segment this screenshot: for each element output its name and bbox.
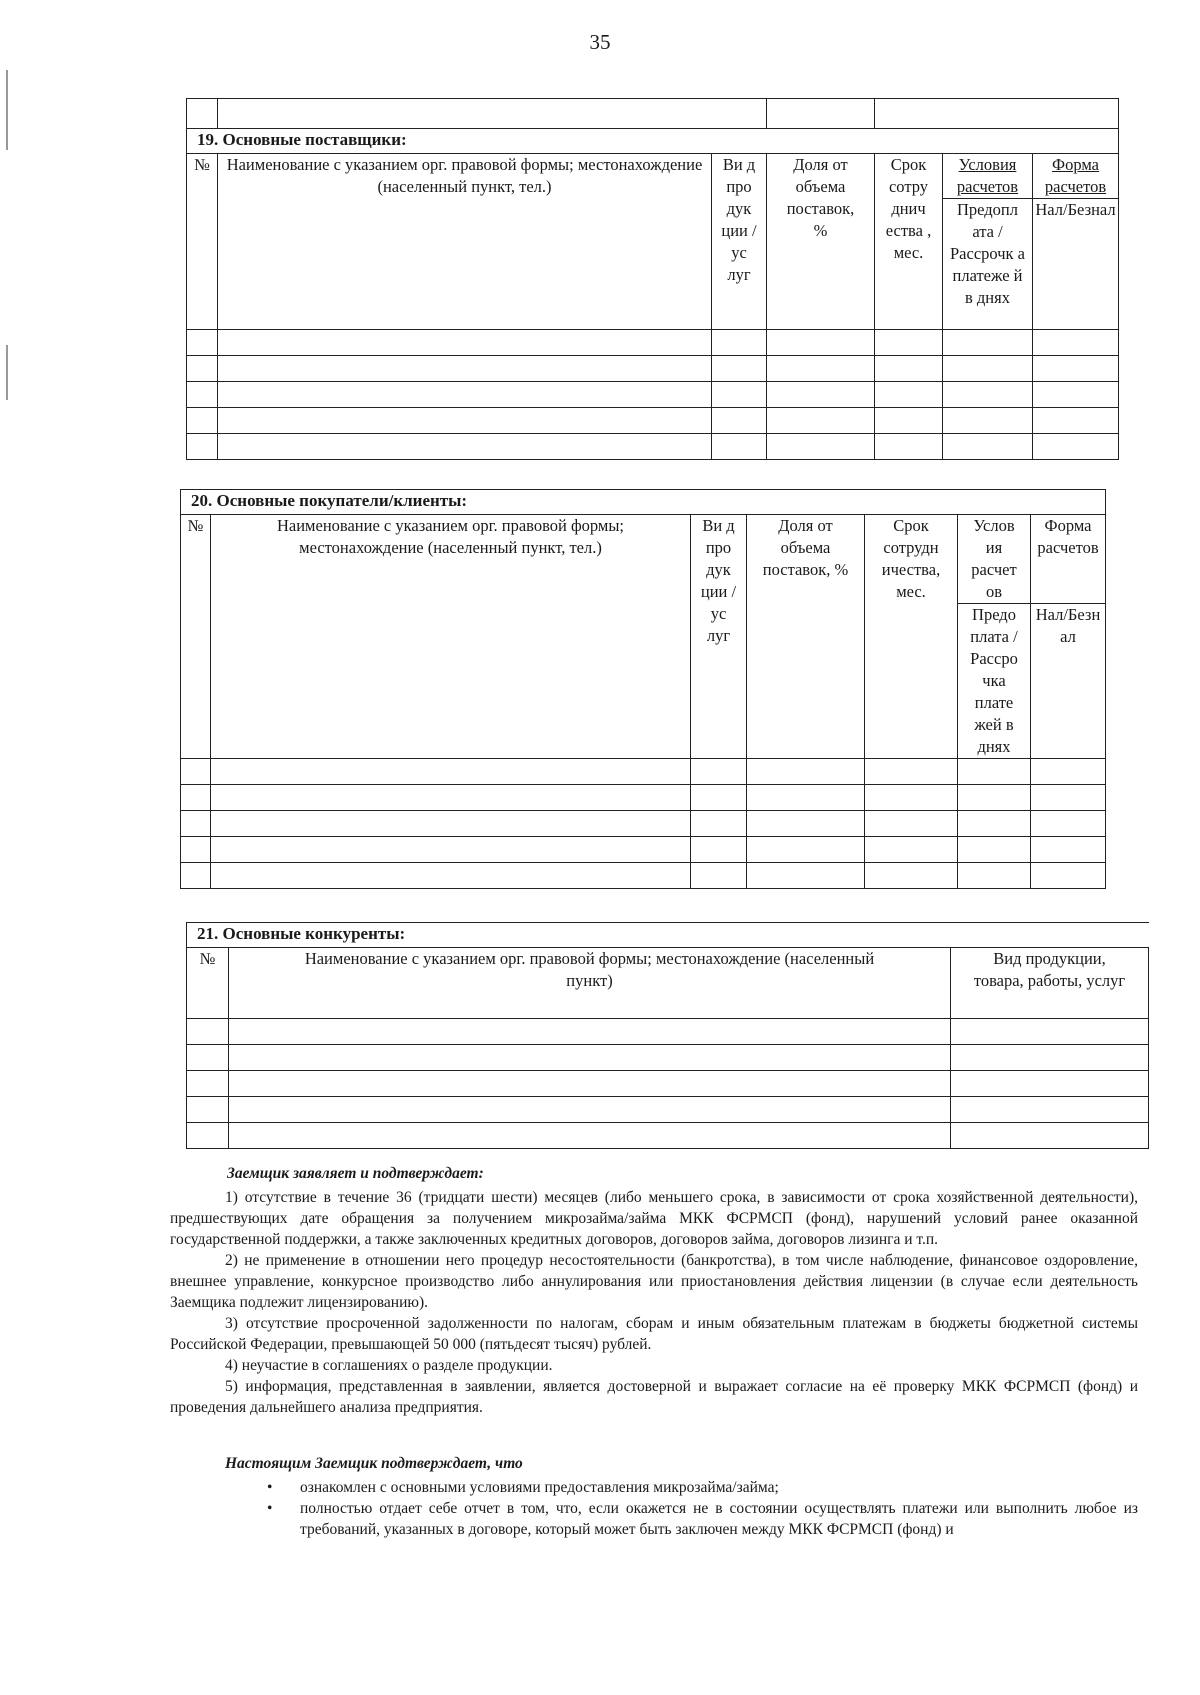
col-form: Форма расчетов bbox=[1033, 154, 1119, 199]
table-row bbox=[187, 382, 1119, 408]
col-prepay: Предопл ата / Рассрочк а платеже й в днях bbox=[943, 199, 1033, 330]
col-product: Вид продукции, товара, работы, услуг bbox=[951, 948, 1149, 1019]
table-row bbox=[187, 408, 1119, 434]
table-row bbox=[181, 863, 1106, 889]
col-number: № bbox=[181, 515, 211, 759]
table-row bbox=[187, 330, 1119, 356]
declaration-item: 2) не применение в отношении него процедур несостоятельности (банкротства), в том числе наблюдение, финансовое оздоровление, внешнее управление, конкурсное производство либо аннулирования или приостановления действия лицензии (в случае если деятельность Заемщика подлежит лицензированию). bbox=[170, 1252, 1138, 1311]
table-row bbox=[187, 434, 1119, 460]
table-row bbox=[181, 759, 1106, 785]
table-row bbox=[187, 356, 1119, 382]
col-conditions: Услов ия расчет ов bbox=[958, 515, 1031, 604]
col-product: Ви д про дук ции /ус луг bbox=[691, 515, 747, 759]
scan-margin-mark bbox=[6, 345, 8, 400]
col-term: Срок сотрудн ичества, мес. bbox=[865, 515, 958, 759]
declaration-item: 1) отсутствие в течение 36 (тридцати шести) месяцев (либо меньшего срока, в зависимости от срока хозяйственной деятельности), предшествующих дате обращения за получением микрозайма/займа МКК ФСРМСП (фонд), нарушений условий ранее оказанной государственной поддержки, а также заключенных кредитных договоров, договоров займа, договоров лизинга и т.п. bbox=[170, 1189, 1138, 1248]
col-name: Наименование с указанием орг. правовой формы; местонахождение (населенный пункт, тел.) bbox=[211, 515, 691, 759]
col-cash: Нал/Безнал bbox=[1033, 199, 1119, 330]
col-share: Доля от объема поставок, % bbox=[767, 154, 875, 330]
declaration-item: 3) отсутствие просроченной задолженности по налогам, сборам и иным обязательным платежам в бюджеты бюджетной системы Российской Федерации, превышающей 50 000 (пятьдесят тысяч) рублей. bbox=[170, 1315, 1138, 1353]
table-row bbox=[181, 837, 1106, 863]
table-row bbox=[187, 1123, 1149, 1149]
page-number: 35 bbox=[589, 30, 611, 54]
table-row bbox=[181, 785, 1106, 811]
confirmation-heading: Настоящим Заемщик подтверждает, что bbox=[225, 1455, 523, 1472]
section-21-title: 21. Основные конкуренты: bbox=[187, 923, 1149, 948]
col-term: Срок сотру днич ества , мес. bbox=[875, 154, 943, 330]
table-row bbox=[187, 99, 1119, 129]
col-number: № bbox=[187, 948, 229, 1019]
declaration-block bbox=[170, 1163, 1138, 1418]
suppliers-table bbox=[186, 98, 1119, 460]
section-19-title: 19. Основные поставщики: bbox=[187, 129, 1119, 154]
confirmation-bullet: • ознакомлен с основными условиями предоставления микрозайма/займа; bbox=[255, 1477, 1138, 1498]
section-title-row bbox=[187, 129, 1119, 154]
competitors-table bbox=[186, 922, 1149, 1149]
section-20-title: 20. Основные покупатели/клиенты: bbox=[181, 490, 1106, 515]
header-row bbox=[187, 154, 1119, 199]
col-form: Форма расчетов bbox=[1031, 515, 1106, 604]
header-row bbox=[187, 948, 1149, 1019]
table-row bbox=[187, 1097, 1149, 1123]
col-name: Наименование с указанием орг. правовой формы; местонахождение (населенный пункт) bbox=[229, 948, 951, 1019]
customers-table bbox=[180, 489, 1106, 889]
table-row bbox=[187, 1019, 1149, 1045]
declaration-item: 4) неучастие в соглашениях о разделе продукции. bbox=[225, 1357, 553, 1374]
confirmation-bullet: • полностью отдает себе отчет в том, что, если окажется не в состоянии осуществлять платежи или выполнить любое из требований, указанных в договоре, который может быть заключен между МКК ФСРМСП (фонд) и bbox=[255, 1498, 1138, 1540]
col-product: Ви д про дук ции /ус луг bbox=[712, 154, 767, 330]
declaration-item: 5) информация, представленная в заявлении, является достоверной и выражает согласие на её проверку МКК ФСРМСП (фонд) и проведения дальнейшего анализа предприятия. bbox=[170, 1378, 1138, 1416]
table-row bbox=[181, 811, 1106, 837]
table-row bbox=[187, 1045, 1149, 1071]
col-conditions: Условия расчетов bbox=[943, 154, 1033, 199]
table-row bbox=[187, 1071, 1149, 1097]
col-prepay: Предо плата / Рассро чка плате жей в днях bbox=[958, 604, 1031, 759]
col-share: Доля от объема поставок, % bbox=[747, 515, 865, 759]
col-cash: Нал/Безн ал bbox=[1031, 604, 1106, 759]
section-title-row bbox=[187, 923, 1149, 948]
header-row bbox=[181, 515, 1106, 604]
col-name: Наименование с указанием орг. правовой формы; местонахождение (населенный пункт, тел.) bbox=[218, 154, 712, 330]
scan-margin-mark bbox=[6, 70, 8, 150]
section-title-row bbox=[181, 490, 1106, 515]
declaration-heading: Заемщик заявляет и подтверждает: bbox=[227, 1165, 484, 1182]
confirmation-block bbox=[170, 1453, 1138, 1540]
col-number: № bbox=[187, 154, 218, 330]
